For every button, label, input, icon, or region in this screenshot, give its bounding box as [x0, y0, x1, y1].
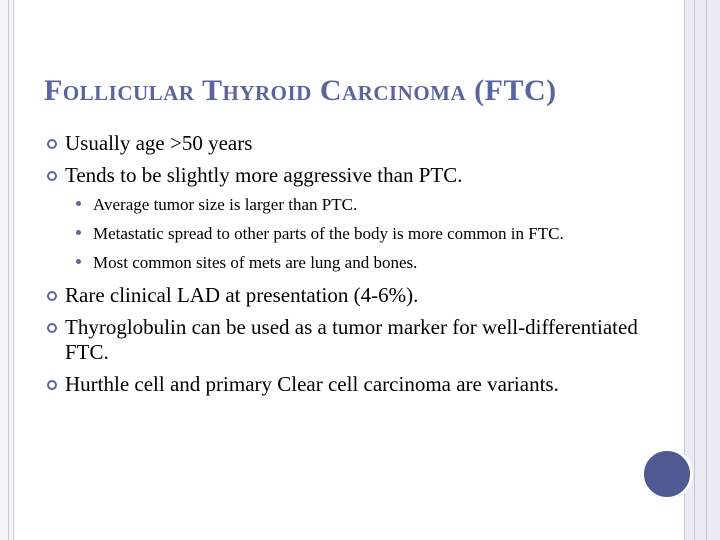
dot-bullet-icon	[76, 230, 81, 235]
decorative-circle	[641, 448, 693, 500]
ring-bullet-icon	[47, 171, 57, 181]
sub-bullet-item	[46, 194, 646, 216]
ring-bullet-icon	[47, 139, 57, 149]
bullet-item	[46, 163, 646, 188]
bullet-item	[46, 315, 646, 365]
right-border-bar	[684, 0, 720, 540]
right-border-line	[706, 0, 707, 540]
sub-bullet-text: Average tumor size is larger than PTC.	[93, 195, 358, 214]
bullet-item	[46, 131, 646, 156]
bullet-text: Tends to be slightly more aggressive than PTC.	[65, 163, 463, 187]
bullet-text: Usually age >50 years	[65, 131, 253, 155]
bullet-text: Thyroglobulin can be used as a tumor marker for well-differentiated FTC.	[65, 315, 638, 364]
sub-bullet-item	[46, 223, 646, 245]
left-border-line	[8, 0, 9, 540]
left-border-bar	[0, 0, 14, 540]
ring-bullet-icon	[47, 323, 57, 333]
slide-title: Follicular Thyroid Carcinoma (FTC)	[44, 74, 557, 107]
bullet-item	[46, 283, 646, 308]
ring-bullet-icon	[47, 291, 57, 301]
dot-bullet-icon	[76, 259, 81, 264]
sub-bullet-text: Most common sites of mets are lung and bones.	[93, 253, 418, 272]
sub-bullet-item	[46, 252, 646, 274]
sub-bullet-text: Metastatic spread to other parts of the body is more common in FTC.	[93, 224, 564, 243]
bullet-text: Hurthle cell and primary Clear cell carcinoma are variants.	[65, 372, 559, 396]
bullet-item	[46, 372, 646, 397]
dot-bullet-icon	[76, 201, 81, 206]
ring-bullet-icon	[47, 380, 57, 390]
bullet-text: Rare clinical LAD at presentation (4-6%).	[65, 283, 419, 307]
right-border-line	[694, 0, 695, 540]
bullet-list	[46, 131, 646, 397]
